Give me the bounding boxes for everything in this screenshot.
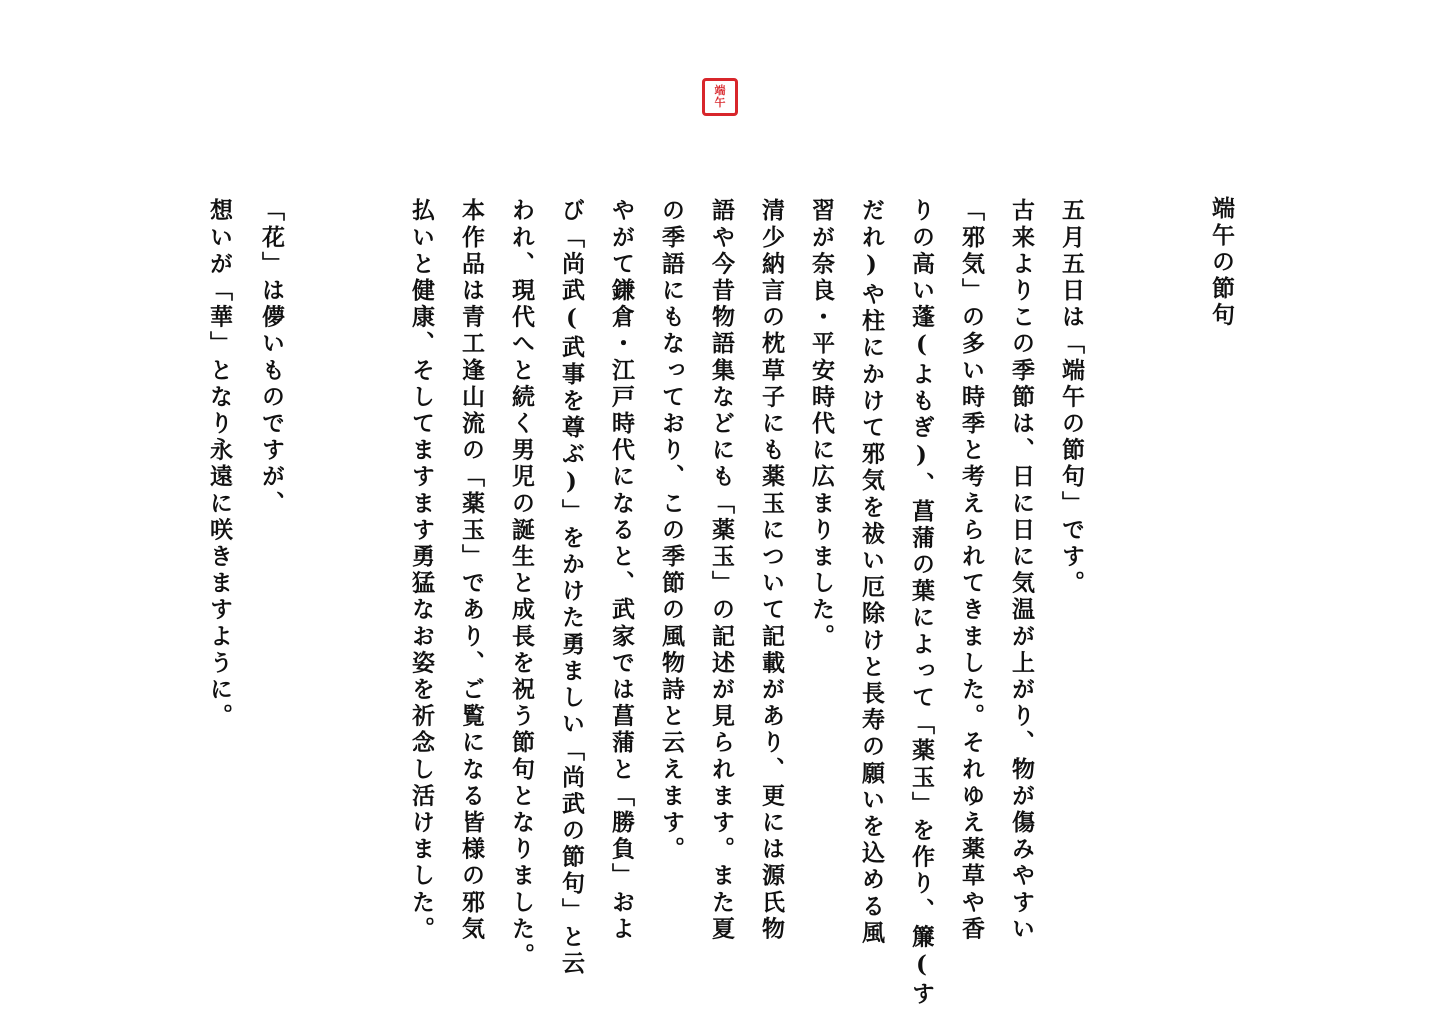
paragraph-line: 習が奈良・平安時代に広まりました。 [808, 198, 835, 651]
seal-char-1: 端 [714, 84, 726, 97]
paragraph-line: 「邪気」の多い時季と考えられてきました。それゆえ薬草や香 [958, 198, 985, 943]
paragraph-line: び「尚武(武事を尊ぶ)」をかけた勇ましい「尚武の節句」と云 [558, 198, 585, 978]
paragraph-line: 五月五日は「端午の節句」です。 [1058, 198, 1085, 597]
paragraph-line: 古来よりこの季節は、日に日に気温が上がり、物が傷みやすい [1008, 198, 1035, 943]
paragraph-line: やがて鎌倉・江戸時代になると、武家では菖蒲と「勝負」およ [608, 198, 635, 943]
paragraph-line: の季語にもなっており、この季節の風物詩と云えます。 [658, 198, 685, 863]
paragraph-line: 払いと健康、そしてますます勇猛なお姿を祈念し活けました。 [408, 198, 435, 943]
page-title: 端午の節句 [1208, 196, 1235, 329]
paragraph-line: 清少納言の枕草子にも薬玉について記載があり、更には源氏物 [758, 198, 785, 943]
paragraph-line: だれ)や柱にかけて邪気を祓い厄除けと長寿の願いを込める風 [858, 198, 885, 947]
paragraph-line: われ、現代へと続く男児の誕生と成長を祝う節句となりました。 [508, 198, 535, 970]
paragraph-line: 本作品は青工逢山流の「薬玉」であり、ご覧になる皆様の邪気 [458, 198, 485, 943]
closing-line: 想いが「華」となり永遠に咲きますように。 [206, 198, 233, 730]
closing-line: 「花」は儚いものですが、 [258, 198, 285, 518]
paragraph-line: 語や今昔物語集などにも「薬玉」の記述が見られます。また夏 [708, 198, 735, 943]
red-seal-stamp [702, 78, 738, 116]
seal-char-2: 午 [714, 96, 726, 109]
paragraph-line: りの高い蓬(よもぎ)、菖蒲の葉によって「薬玉」を作り、簾(す [908, 198, 935, 1008]
